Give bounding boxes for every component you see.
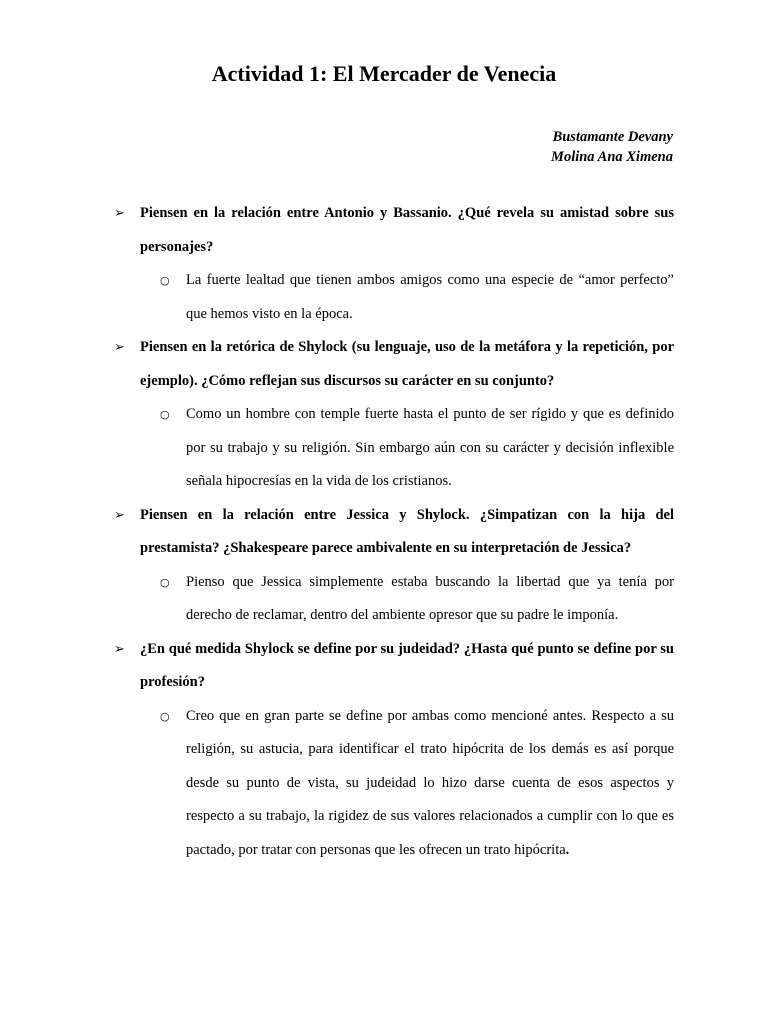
- answer-text: La fuerte lealtad que tienen ambos amigos como una especie de “amor perfecto” que hemos visto en la época.: [186, 272, 674, 322]
- question-item: [0, 633, 674, 700]
- author-block: [551, 127, 673, 167]
- question-list: [0, 197, 768, 867]
- answer-final-period: .: [565, 841, 570, 858]
- answer-item: [0, 700, 674, 868]
- question-item: [0, 499, 674, 566]
- question-item: [0, 331, 674, 398]
- answer-item: [0, 264, 674, 331]
- question-item: [0, 197, 674, 264]
- hollow-circle-bullet-icon: ○: [160, 575, 170, 589]
- hollow-circle-bullet-icon: ○: [160, 274, 170, 287]
- answer-item: [0, 566, 674, 633]
- answer-item: [0, 398, 674, 499]
- question-text: Piensen en la relación entre Jessica y Shylock. ¿Simpatizan con la hija del prestamista? ¿Shakespeare parece ambivalente en su interpretación de Jessica?: [140, 506, 674, 556]
- question-text: Piensen en la retórica de Shylock (su lenguaje, uso de la metáfora y la repetición, por ejemplo). ¿Cómo reflejan sus discursos su carácter en su conjunto?: [140, 339, 674, 389]
- arrowhead-bullet-icon: ➢: [114, 340, 125, 355]
- question-text: ¿En qué medida Shylock se define por su judeidad? ¿Hasta qué punto se define por su profesión?: [140, 640, 674, 690]
- hollow-circle-bullet-icon: ○: [160, 408, 170, 421]
- hollow-circle-bullet-icon: ○: [160, 709, 170, 723]
- answer-text: Pienso que Jessica simplemente estaba buscando la libertad que ya tenía por derecho de reclamar, dentro del ambiente opresor que su padre le imponía.: [186, 573, 674, 623]
- arrowhead-bullet-icon: ➢: [114, 507, 125, 523]
- author-name: Molina Ana Ximena: [551, 149, 673, 165]
- author-name: Bustamante Devany: [552, 129, 673, 145]
- answer-text: Creo que en gran parte se define por ambas como mencioné antes. Respecto a su religión, su astucia, para identificar el trato hipócrita de los demás es así porque desde su punto de vista, su judeidad lo hizo darse cuenta de esos aspectos y respecto a su trabajo, la rigidez de sus valores relacionados a cumplir con lo que es pactado, por tratar con personas que les ofrecen un trato hipócrita: [186, 707, 674, 858]
- document-title: Actividad 1: El Mercader de Venecia: [211, 61, 557, 86]
- question-text: Piensen en la relación entre Antonio y Bassanio. ¿Qué revela su amistad sobre sus personajes?: [140, 205, 674, 255]
- arrowhead-bullet-icon: ➢: [114, 206, 125, 221]
- arrowhead-bullet-icon: ➢: [114, 641, 125, 657]
- answer-text: Como un hombre con temple fuerte hasta el punto de ser rígido y que es definido por su trabajo y su religión. Sin embargo aún con su carácter y decisión inflexible señala hipocresías en la vida de los cristianos.: [186, 406, 674, 489]
